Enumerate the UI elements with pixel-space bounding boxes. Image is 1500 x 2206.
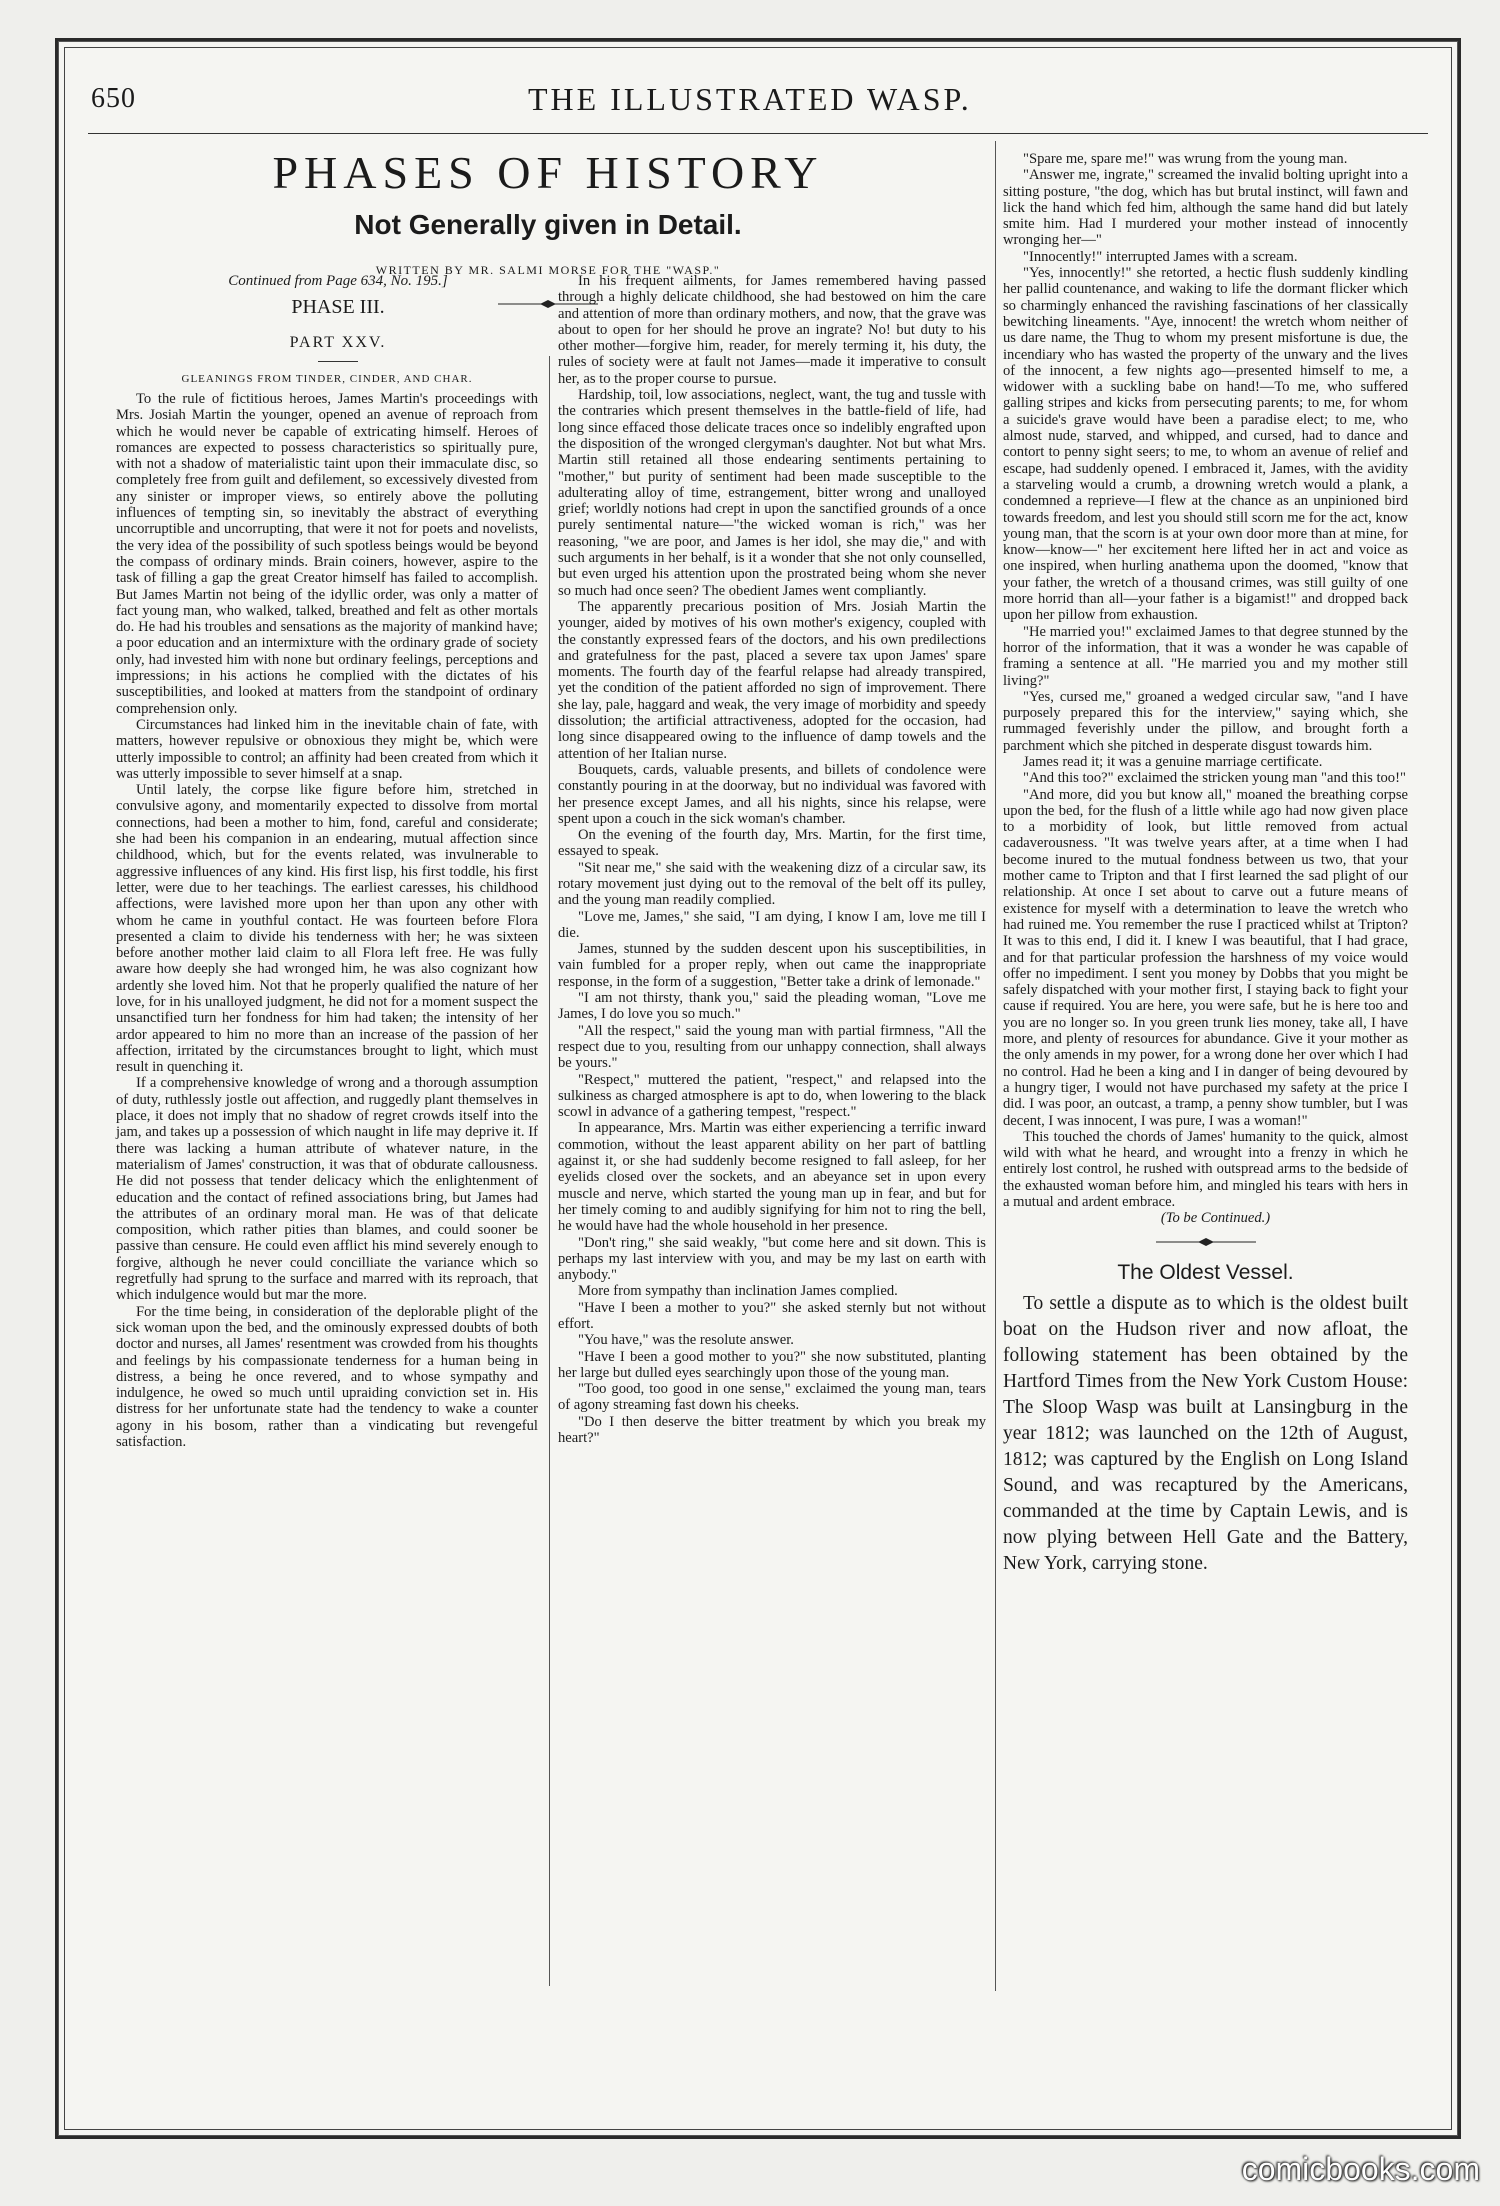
column-3 xyxy=(1003,151,1408,1577)
paragraph: "Yes, cursed me," groaned a wedged circular saw, "and I have purposely prepared this for the interview," saying which, she rummaged feverishly under the pillow, and brought forth a parchment which she pitched in desperate disgust towards him. xyxy=(1003,688,1408,754)
paragraph: "You have," was the resolute answer. xyxy=(578,1332,794,1349)
paragraph: "Too good, too good in one sense," exclaimed the young man, tears of agony streaming fast down his cheeks. xyxy=(558,1381,986,1414)
paragraph: Until lately, the corpse like figure before him, stretched in convulsive agony, and momentarily expected to dissolve from mortal connections, had been a mother to him, fond, careful and considerate; she had been his companion in an endearing, mutual affection since childhood, which, but for the events related, was invulnerable to aggressive influences of any kind. His first lisp, his first toddle, his first letter, were due to her teachings. The earliest caresses, his childhood affections, were lavished more upon her than upon any other with whom he came in youthful contact. He was fourteen before Flora presented a claim to divide his tenderness with her; he was sixteen before another mother laid claim to all Flora left free. He was fully aware how deeply she had wronged him, he was also cognizant how ardently she loved him. Not that he properly qualified the nature of her love, for in his unalloyed judgment, he did not for a moment suspect the unsanctified turn her fondness for him had taken; the intensity of her ardor appeared to him no more than an increase of the passion of her affection, irritated by the circumstances brought to light, which must result in quenching it. xyxy=(116,782,538,1076)
article-subtitle: Not Generally given in Detail. xyxy=(354,209,742,240)
paragraph: "Don't ring," she said weakly, "but come here and sit down. This is perhaps my last interview with you, and may be my last on earth with anybody." xyxy=(558,1234,986,1284)
paragraph: To settle a dispute as to which is the oldest built boat on the Hudson river and now afloat, the following statement has been obtained by the Hartford Times from the New York Custom House: The Sloop Wasp was built at Lansingburg in the year 1812; was launched on the 12th of August, 1812; was captured by the English on Long Island Sound, and was recaptured by the Americans, commanded at the time by Captain Lewis, and is now plying between Hell Gate and the Battery, New York, carrying stone. xyxy=(1003,1292,1408,1574)
masthead: THE ILLUSTRATED WASP. xyxy=(528,81,972,117)
paragraph: "Spare me, spare me!" was wrung from the young man. xyxy=(1023,151,1348,167)
paragraph: "Answer me, ingrate," screamed the invalid bolting upright into a sitting posture, "the dog, which has but brutal instinct, will fawn and lick the hand which fed him, although the same hand did but lately smite him. Had I murdered your mother instead of innocently wronging her—" xyxy=(1003,167,1408,249)
paragraph: "Innocently!" interrupted James with a scream. xyxy=(1023,248,1298,265)
part-heading: PART XXV. xyxy=(289,334,387,351)
paragraph: "All the respect," said the young man with partial firmness, "All the respect due to you, resulting from our unhappy connection, shall always be yours." xyxy=(558,1022,986,1072)
paragraph: "Sit near me," she said with the weakening dizz of a circular saw, its rotary movement just dying out to the removal of the belt off its pulley, and the young man readily complied. xyxy=(558,859,986,909)
paragraph: "Respect," muttered the patient, "respect," and relapsed into the sulkiness as charged atmosphere is apt to do, when lowering to the black scowl in advance of a gathering tempest, "respect." xyxy=(558,1071,986,1121)
phase-heading: PHASE III. xyxy=(291,296,385,318)
paragraph: This touched the chords of James' humanity to the quick, almost wild with what he heard, and wrought into a frenzy in which he entirely lost control, he rushed with outspread arms to the bedside of the exhausted woman before him, and mingled his tears with hers in a mutual and ardent embrace. xyxy=(1003,1128,1408,1210)
paragraph: For the time being, in consideration of the deplorable plight of the sick woman upon the bed, and the ominously expressed doubts of both doctor and nurses, all James' resentment was crowded from his thoughts and feelings by his compassionate tenderness for a human being in distress, a being he once revered, and to whose sympathy and indulgence, he owed so much until upraiding conviction set in. His distress for her unfortunate state had the tendency to wake a counter agony in his bosom, rather than a vindicating but revengeful satisfaction. xyxy=(116,1303,538,1450)
page-number: 650 xyxy=(91,83,136,114)
newspaper-page xyxy=(55,38,1461,2139)
continued-note: Continued from Page 634, No. 195.] xyxy=(228,273,448,289)
paragraph: "And more, did you but know all," moaned the breathing corpse upon the bed, for the flush of a little while ago had now given place to a morbidity of look, but little removed from actual cadaverousness. "It was twelve years after, at a time when I had become inured to the mutual fondness between us two, that your mother came to Tripton and that I first learned the sad plight of our relationship. At once I set about to carve out a future means of existence for myself with a determination to leave the wretch who had ruined me. You remember the ruse I practiced whilst at Tripton? It was to this end, I did it. I knew I was beautiful, that I had grace, and for that particular profession the harshness of my voice would offer no impediment. I sent you money by Dobbs that you might be safely dispatched with your mother first, I staying back to fight your cause if required. You are here, you were safe, but he is here too and you are no longer so. In you green trunk lies money, take all, I have more, and plenty of resources for abundance. Give it your mother as the only amends in my power, for a wrong done her over which I had no control. Had he been a king and I in danger of being devoured by a hungry tiger, I would not have purchased my safety at the price I did. I was poor, an outcast, a tramp, a penny show tumbler, but I was decent, I was innocent, I was pure, I was a woman!" xyxy=(1003,786,1408,1129)
paragraph: "Have I been a good mother to you?" she now substituted, planting her large but dulled eyes searchingly upon those of the young man. xyxy=(558,1348,986,1381)
paragraph: Hardship, toil, low associations, neglect, want, the tug and tussle with the contraries which present themselves in the battle-field of life, had long since effaced those delicate traces once so indelibly engrafted upon the disposition of the wronged clergyman's daughter. Not but what Mrs. Martin still retained all those endearing sentiments pertaining to "mother," but purity of sentiment had been made susceptible to the adulterating alloy of time, estrangement, bitter wrong and unalloyed grief; worldly notions had crept in upon the sanctified grounds of a once purely sentimental nature—"the wicked woman is rich," was her reasoning, "we are poor, and James is her idol, she may die," and with such arguments in her behalf, is it a wonder that she not only counselled, but even urged his attention upon the prostrated being whom she never so much had once seen? The obedient James went compliantly. xyxy=(558,387,986,599)
to-be-continued: (To be Continued.) xyxy=(1160,1210,1271,1227)
paragraph: James read it; it was a genuine marriage certificate. xyxy=(1023,753,1323,770)
sidebar-article-title: The Oldest Vessel. xyxy=(1117,1260,1294,1284)
small-rule xyxy=(318,361,358,362)
ornament-divider xyxy=(1156,1237,1256,1247)
watermark: comicbooks.com xyxy=(1241,2151,1480,2187)
paragraph: James, stunned by the sudden descent upon his susceptibilities, in vain fumbled for a proper reply, when out came the inappropriate response, in the form of a suggestion, "Better take a drink of lemonade." xyxy=(558,941,986,990)
paragraph: On the evening of the fourth day, Mrs. Martin, for the first time, essayed to speak. xyxy=(558,827,986,860)
header-rule xyxy=(88,133,1428,134)
paragraph: Bouquets, cards, valuable presents, and billets of condolence were constantly pouring in at the doorway, but no individual was favored with her presence except James, and all his nights, since his relapse, were spent upon a couch in the sick woman's chamber. xyxy=(558,761,986,827)
paragraph: "And this too?" exclaimed the stricken young man "and this too!" xyxy=(1023,770,1406,787)
column-divider xyxy=(549,356,550,1986)
paragraph: Circumstances had linked him in the inevitable chain of fate, with matters, however repulsive or obnoxious they might be, which were utterly impossible to control; an affinity had been created from which it was utterly impossible to sever himself at a snap. xyxy=(116,716,538,782)
paragraph: The apparently precarious position of Mrs. Josiah Martin the younger, aided by motives of his own mother's exigency, coupled with the constantly expressed fears of the doctors, and his own predilections and gratefulness for the past, placed a severe tax upon James' spare moments. The fourth day of the fearful relapse had already transpired, yet the condition of the patient afforded no sign of improvement. There she lay, pale, haggard and weak, the very image of morbidity and speedy dissolution; the artificial attractiveness, adopted for the occasion, had long since disappeared owing to the influence of damp towels and the attention of her Italian nurse. xyxy=(558,598,986,762)
column-divider xyxy=(995,141,996,1991)
paragraph: More from sympathy than inclination James complied. xyxy=(578,1283,898,1300)
paragraph: In his frequent ailments, for James remembered having passed through a highly delicate childhood, she had bestowed on him the care and attention of more than ordinary mothers, and now, that the grave was about to open for her should he prove an ingrate? No! but duty to his other mother—forgive him, reader, for merely terming it, his duty, the rules of society were at fault not James—made it imperative to consult her, as to the proper course to pursue. xyxy=(558,273,986,387)
paragraph: "Love me, James," she said, "I am dying, I know I am, love me till I die. xyxy=(558,908,986,941)
paragraph: "Do I then deserve the bitter treatment by which you break my heart?" xyxy=(558,1413,986,1447)
section-heading: GLEANINGS FROM TINDER, CINDER, AND CHAR. xyxy=(181,373,473,385)
sidebar-article-body xyxy=(1003,1291,1408,1577)
paragraph: "I am not thirsty, thank you," said the pleading woman, "Love me James, I do love you so much." xyxy=(558,990,986,1023)
paragraph: To the rule of fictitious heroes, James Martin's proceedings with Mrs. Josiah Martin the younger, opened an avenue of reproach from which he would never be capable of extricating himself. Heroes of romances are expected to possess characteristics so spiritually pure, with not a shadow of materialistic taint upon their immaculate disc, so completely free from guilt and defilement, so excessively divested from any sinister or improper views, so entirely above the polluting influences of tempting sin, so inevitably the abstract of everything uncorruptible and uncorrupting, that were it not for poets and novelists, the very idea of the possibility of such spotless beings would be beyond the compass of ordinary minds. Brain coiners, however, aspire to the task of filling a gap the great Creator himself has failed to accomplish. But James Martin not being of the idyllic order, was only a matter of fact young man, who walked, talked, breathed and felt as other mortals do. He had his troubles and sensations as the majority of mankind have; a poor education and an intermixture with the ordinary grade of society only, had invested him with none but ordinary feelings, perceptions and impressions; in his actions he complied with the dictates of his susceptibilities, and looked at matters from the standpoint of ordinary comprehension only. xyxy=(116,391,538,717)
column-2 xyxy=(558,273,986,1446)
article-title: PHASES OF HISTORY xyxy=(272,147,824,198)
article-byline: WRITTEN BY MR. SALMI MORSE FOR THE "WASP." xyxy=(375,263,721,277)
paragraph: In appearance, Mrs. Martin was either experiencing a terrific inward commotion, without the least apparent ability on her part of battling against it, or she had suddenly become resigned to fall asleep, for her eyelids closed over the sockets, and an abeyance set in upon every muscle and nerve, which started the young man up in fear, and but for her timely coming to and audibly signifying for him not to ring the bell, he would have had the whole household in her presence. xyxy=(558,1120,986,1235)
paragraph: If a comprehensive knowledge of wrong and a thorough assumption of duty, ruthlessly jostle out affection, and ruggedly plant themselves in place, it does not imply that no shadow of regret crowds itself into the jam, and takes up a possession of which naught in life may deprive it. If there was lacking a human attribute of whatever nature, in the materialism of James' construction, it was that of obdurate callousness. He did not possess that tender delicacy which the enlightenment of education and the contact of refined associations bring, but James had the attributes of an ordinary moral man. He was of that delicate composition, which rather pities than blames, and could sooner be passive than censure. He could even afflict his mind severely enough to forgive, although he never could concilliate the variance which so regretfully had sprung to the surface and marred with its reproach, that which indulgence would but mar the more. xyxy=(116,1075,538,1304)
paragraph: "Have I been a mother to you?" she asked sternly but not without effort. xyxy=(558,1299,986,1332)
paragraph: "Yes, innocently!" she retorted, a hectic flush suddenly kindling her pallid countenance, and waking to life the dormant flicker which so charmingly enhanced the ravishing fascinations of her classically bewitching lineaments. "Aye, innocent! the wretch whom neither of us dare name, the Thug to whom my present misfortune is due, the incendiary who has wasted the property of the unwary and the lives of the innocent, a few nights ago—presented himself to me, a widower with a suckling babe on hand!—To me, who suffered galling stripes and kicks from persecuting parents; to me, for whom a suicide's grave would have been a paradise elect; to me, who almost nude, starved, and whipped, and cursed, had to dance and contort to penny sight seers; to me, to whom an avenue of relief and escape, had suddenly opened. I embraced it, James, with the avidity a starveling would a crumb, a drowning wretch would a plank, a condemned a reprieve—I flew at the chance as an unpinioned bird towards freedom, and lest you should still scorn me for the act, know young man, that the scorn is at your own door more than at mine, for know—know—" her excitement here lifted her in act and voice as one inspired, when hurling anathema upon the doomed, "know that your father, the wretch of a thousand crimes, was still guilty of one more horrid than all—your father is a bigamist!" and dropped back upon her pillow from exhaustion. xyxy=(1003,265,1408,624)
column-1 xyxy=(116,391,538,1450)
paragraph: "He married you!" exclaimed James to that degree stunned by the horror of the information, that it was a wonder he was capable of framing a sentence at all. "He married you and my mother still living?" xyxy=(1003,623,1408,689)
